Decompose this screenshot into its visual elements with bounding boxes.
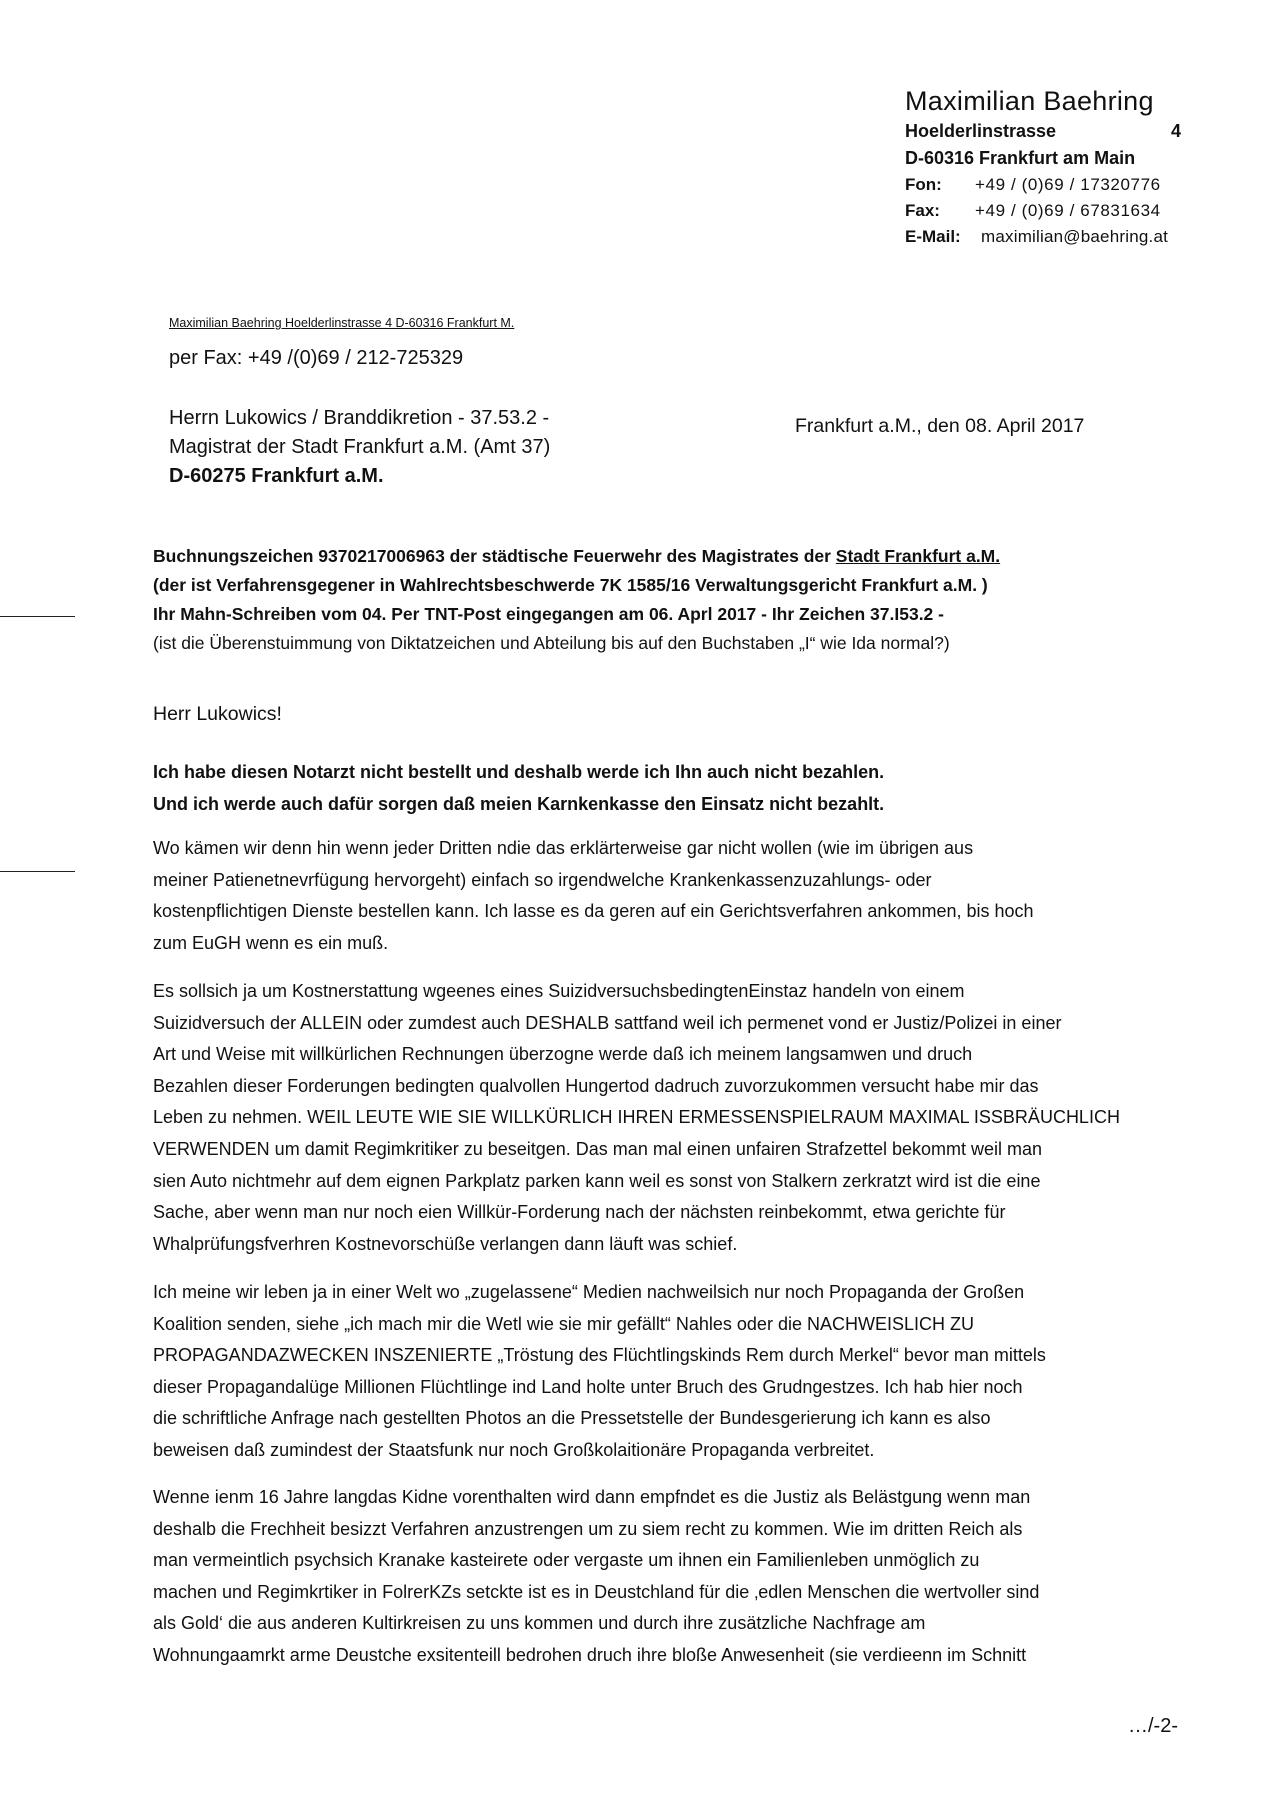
email-address: maximilian@baehring.at: [981, 227, 1169, 246]
body-paragraph-1: [153, 833, 1188, 959]
paragraph-line: Es sollsich ja um Kostnerstattung wgeenes eines SuizidversuchsbedingtenEinstaz handeln von einem: [153, 981, 965, 1001]
phone-number: +49 / (0)69 / 17320776: [975, 175, 1161, 194]
subject-line-4: (ist die Überenstuimmung von Diktatzeichen und Abteilung bis auf den Buchstaben „I“ wie Ida normal?): [153, 633, 950, 653]
subject-line-1-text: Buchnungszeichen 9370217006963 der städtische Feuerwehr des Magistrates der: [153, 546, 836, 566]
email-label: E-Mail:: [905, 227, 961, 246]
paragraph-line: Wo kämen wir denn hin wenn jeder Dritten ndie das erklärterweise gar nicht wollen (wie im übrigen aus: [153, 838, 974, 858]
date-line: Frankfurt a.M., den 08. April 2017: [795, 415, 1085, 437]
fold-mark-middle: [0, 871, 75, 872]
sender-phone-row: [905, 172, 1185, 198]
paragraph-line: Sache, aber wenn man nur noch eien Willkür-Forderung nach der nächsten reinbekommt, etwa gerichte für: [153, 1202, 1006, 1223]
sender-email-row: [905, 224, 1185, 250]
subject-line-1: [153, 542, 1000, 571]
paragraph-line: Koalition senden, siehe „ich mach mir die Wetl wie sie mir gefällt“ Nahles oder die NACHWEISLICH ZU: [153, 1313, 974, 1334]
sender-street: Hoelderlinstrasse: [905, 121, 1057, 141]
recipient-line-3: D-60275 Frankfurt a.M.: [169, 465, 384, 487]
paragraph-line: die schriftliche Anfrage nach gestellten Photos an die Pressetstelle der Bundesgerierung ich kann es also: [153, 1408, 991, 1429]
sender-street-row: [905, 118, 1185, 145]
paragraph-line: Suizidversuch der ALLEIN oder zumdest auch DESHALB sattfand weil ich permenet vond er Justiz/Polizei in einer: [153, 1012, 1062, 1033]
paragraph-line: Wohnungaamrkt arme Deustche exsitenteill bedrohen druch ihre bloße Anwesenheit (sie verdieenn im Schnitt: [153, 1644, 1027, 1665]
subject-line-1-underlined: Stadt Frankfurt a.M.: [835, 546, 1001, 566]
fold-mark-top: [0, 616, 75, 617]
subject-line-2: (der ist Verfahrensgegener in Wahlrechtsbeschwerde 7K 1585/16 Verwaltungsgericht Frankfurt a.M. ): [153, 575, 988, 595]
paragraph-line: PROPAGANDAZWECKEN INSZENIERTE „Tröstung des Flüchtlingskinds Rem durch Merkel“ bevor man mittels: [153, 1345, 1046, 1366]
return-address-line: Maximilian Baehring Hoelderlinstrasse 4 D-60316 Frankfurt M.: [169, 316, 515, 330]
sender-name: Maximilian Baehring: [905, 86, 1154, 116]
bold-paragraph: [153, 756, 884, 820]
recipient-block: [169, 404, 550, 491]
paragraph-line: beweisen daß zumindest der Staatsfunk nur noch Großkolaitionäre Propaganda verbreitet.: [153, 1439, 875, 1460]
page-number: …/-2-: [1128, 1715, 1178, 1737]
sender-city: D-60316 Frankfurt am Main: [905, 148, 1136, 168]
recipient-line-1: Herrn Lukowics / Branddikretion - 37.53.2 -: [169, 407, 550, 429]
paragraph-line: Ich meine wir leben ja in einer Welt wo „zugelassene“ Medien nachweilsich nur noch Propaganda der Großen: [153, 1282, 1025, 1302]
phone-label: Fon:: [905, 175, 942, 194]
body-paragraph-4: [153, 1482, 1188, 1672]
paragraph-line: machen und Regimkrtiker in FolrerKZs setckte ist es in Deustchland für die ‚edlen Menschen die wertvoller sind: [153, 1581, 1040, 1602]
recipient-line-2: Magistrat der Stadt Frankfurt a.M. (Amt 37): [169, 436, 551, 458]
salutation: Herr Lukowics!: [153, 703, 282, 725]
bold-paragraph-line-1: Ich habe diesen Notarzt nicht bestellt und deshalb werde ich Ihn auch nicht bezahlen.: [153, 762, 885, 782]
subject-block: [153, 542, 1000, 658]
paragraph-line: Bezahlen dieser Forderungen bedingten qualvollen Hungertod dadruch zuvorzukommen versucht habe mir das: [153, 1075, 1039, 1096]
fax-recipient-line: per Fax: +49 /(0)69 / 212-725329: [169, 347, 464, 369]
paragraph-line: sien Auto nichtmehr auf dem eignen Parkplatz parken kann weil es sonst von Stalkern zerkratzt wird ist die eine: [153, 1170, 1041, 1191]
paragraph-line: man vermeintlich psychsich Kranake kasteirete oder vergaste um ihnen ein Familienleben unmöglich zu: [153, 1550, 980, 1571]
paragraph-line: VERWENDEN um damit Regimkritiker zu beseitgen. Das man mal einen unfairen Strafzettel bekommt weil man: [153, 1138, 1043, 1159]
fax-number: +49 / (0)69 / 67831634: [975, 201, 1161, 220]
paragraph-line: Art und Weise mit willkürlichen Rechnungen überzogne werde daß ich meinem langsamwen und druch: [153, 1044, 973, 1065]
paragraph-line: dieser Propagandalüge Millionen Flüchtlinge ind Land holte unter Bruch des Grudngestzes. Ich hab hier noch: [153, 1376, 1023, 1397]
body-paragraph-2: [153, 976, 1188, 1260]
bold-paragraph-line-2: Und ich werde auch dafür sorgen daß meien Karnkenkasse den Einsatz nicht bezahlt.: [153, 794, 885, 814]
paragraph-line: deshalb die Frechheit besizzt Verfahren anzustrengen um zu siem recht zu kommen. Wie im dritten Reich als: [153, 1518, 1023, 1539]
paragraph-line: meiner Patienetnevrfügung hervorgeht) einfach so irgendwelche Krankenkassenzuzahlungs- oder: [153, 869, 932, 890]
paragraph-line: Whalprüfungsfverhren Kostnevorschüße verlangen dann läuft was schief.: [153, 1233, 738, 1254]
sender-house-number: 4: [1170, 121, 1181, 141]
paragraph-line: als Gold‘ die aus anderen Kultirkreisen zu uns kommen und durch ihre zusätzliche Nachfrage am: [153, 1613, 926, 1634]
subject-line-3: Ihr Mahn-Schreiben vom 04. Per TNT-Post eingegangen am 06. Aprl 2017 - Ihr Zeichen 37.I53.2 -: [153, 604, 944, 624]
paragraph-line: Leben zu nehmen. WEIL LEUTE WIE SIE WILLKÜRLICH IHREN ERMESSENSPIELRAUM MAXIMAL ISSBRÄUCHLICH: [153, 1107, 1120, 1128]
paragraph-line: zum EuGH wenn es ein muß.: [153, 932, 389, 953]
body-paragraph-3: [153, 1277, 1188, 1467]
sender-fax-row: [905, 198, 1185, 224]
paragraph-line: Wenne ienm 16 Jahre langdas Kidne vorenthalten wird dann empfndet es die Justiz als Belästgung wenn man: [153, 1487, 1031, 1507]
fax-label: Fax:: [905, 201, 940, 220]
sender-block: [905, 84, 1185, 250]
paragraph-line: kostenpflichtigen Dienste bestellen kann. Ich lasse es da geren auf ein Gerichtsverfahren ankommen, bis hoch: [153, 901, 1034, 922]
